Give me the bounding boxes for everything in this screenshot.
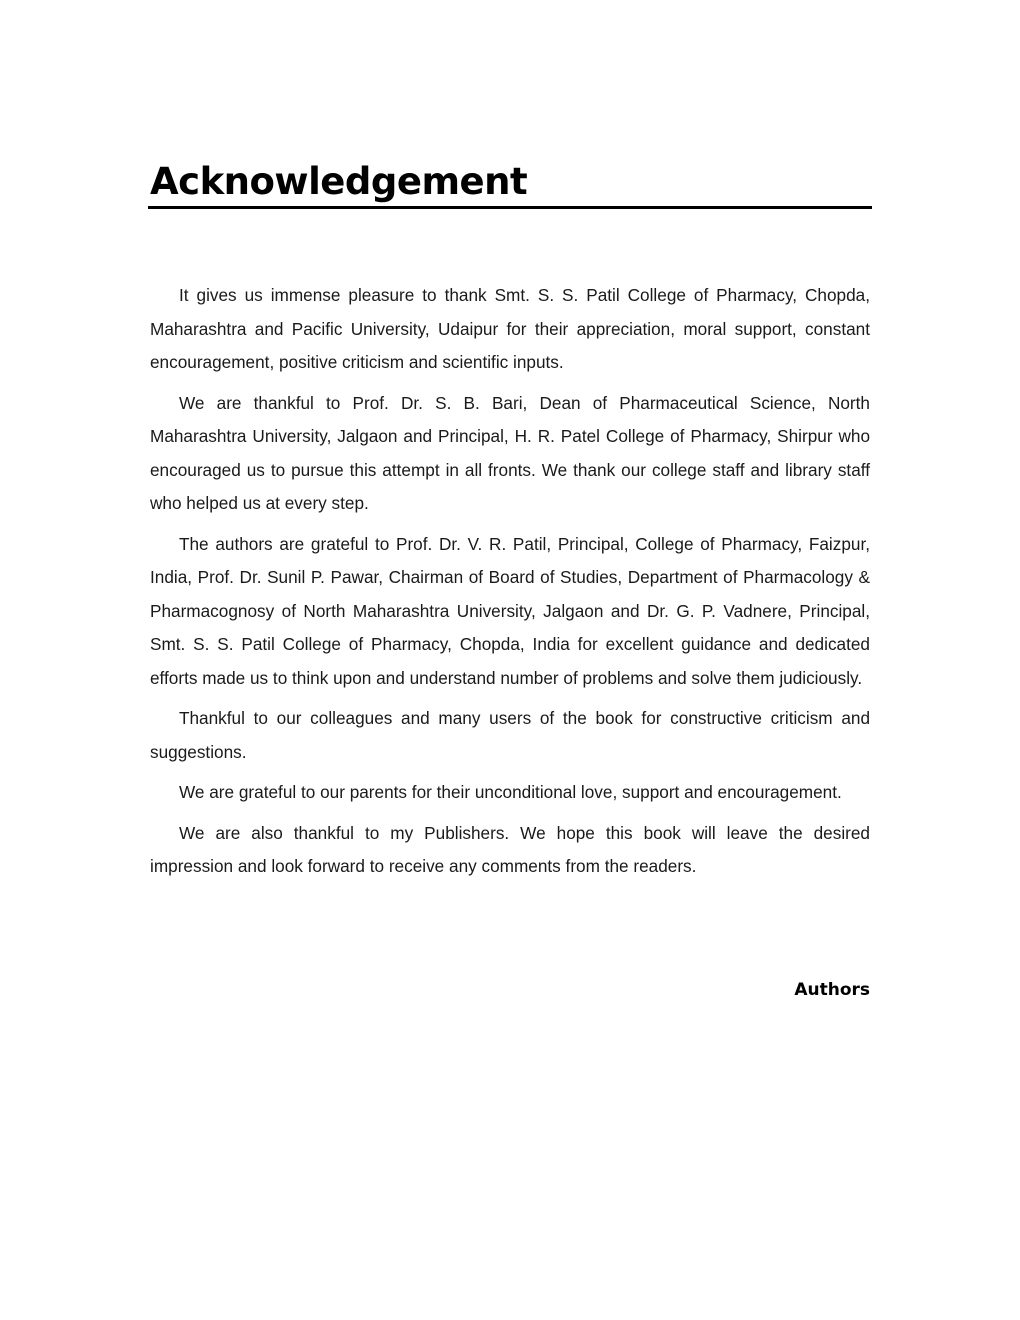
paragraph-dean-thanks: We are thankful to Prof. Dr. S. B. Bari, Dean of Pharmaceutical Science, North Maharashtra University, Jalgaon and Principal, H. R. Patel College of Pharmacy, Shirpur who encouraged us to pursue this attempt in all fronts. We thank our college staff and library staff who helped us at every step. — [150, 392, 870, 514]
paragraph-college-thanks: It gives us immense pleasure to thank Smt. S. S. Patil College of Pharmacy, Chopda, Maharashtra and Pacific University, Udaipur for their appreciation, moral support, constant encouragement, positive criticism and scientific inputs. — [150, 285, 870, 373]
paragraph-colleagues-thanks: Thankful to our colleagues and many users of the book for constructive criticism and suggestions. — [150, 708, 870, 762]
paragraph-guidance-thanks: The authors are grateful to Prof. Dr. V. R. Patil, Principal, College of Pharmacy, Faizpur, India, Prof. Dr. Sunil P. Pawar, Chairman of Board of Studies, Department of Pharmacology & Pharmacognosy of North Maharashtra University, Jalgaon and Dr. G. P. Vadnere, Principal, Smt. S. S. Patil College of Pharmacy, Chopda, India for excellent guidance and dedicated efforts made us to think upon and understand number of problems and solve them judiciously. — [150, 533, 870, 688]
authors-signature: Authors — [794, 979, 870, 1000]
acknowledgement-body — [150, 279, 870, 884]
title-underline-divider — [148, 206, 872, 209]
paragraph-publishers-thanks: We are also thankful to my Publishers. We hope this book will leave the desired impression and look forward to receive any comments from the readers. — [150, 822, 870, 877]
page-title: Acknowledgement — [150, 160, 528, 203]
paragraph-parents-thanks: We are grateful to our parents for their unconditional love, support and encouragement. — [179, 782, 842, 803]
document-page — [150, 160, 870, 1000]
